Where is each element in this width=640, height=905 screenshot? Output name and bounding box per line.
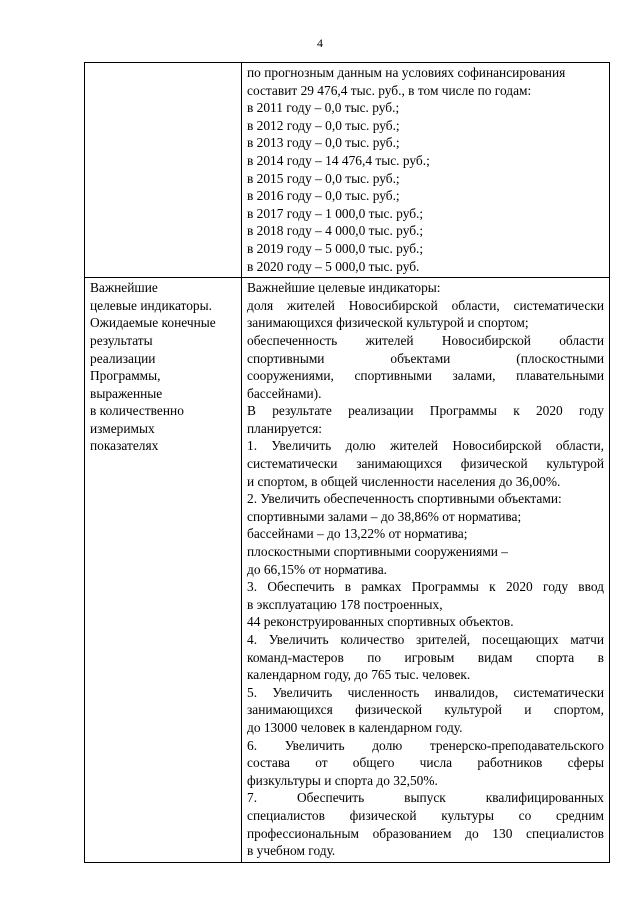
indicators-text-line: физкультуры и спорта до 32,50%. — [247, 772, 438, 788]
indicators-text-line: 3. Обеспечить в рамках Программы к 2020 году ввод — [247, 579, 604, 595]
indicators-text-line: бассейнами – до 13,22% от норматива; — [247, 526, 468, 542]
indicators-label-line: Программы, — [90, 368, 161, 384]
funding-text-line: в 2014 году – 14 476,4 тыс. руб.; — [247, 152, 430, 168]
indicators-text-line: состава от общего числа работников сферы — [247, 755, 604, 771]
page-number: 4 — [317, 36, 323, 50]
indicators-text-line: профессиональным образованием до 130 специалистов — [247, 825, 604, 841]
indicators-text-line: до 13000 человек в календарном году. — [247, 719, 463, 735]
indicators-label-line: реализации — [90, 350, 156, 366]
funding-text-line: в 2015 году – 0,0 тыс. руб.; — [247, 170, 400, 186]
indicators-text-line: специалистов физической культуры со средним — [247, 807, 604, 823]
indicators-text-line: доля жителей Новосибирской области, систематически — [247, 297, 604, 313]
funding-text-line: по прогнозным данным на условиях софинансирования — [247, 65, 566, 80]
indicators-text-line: 6. Увеличить долю тренерско-преподавательского — [247, 737, 604, 753]
indicators-label-line: выраженные — [90, 385, 163, 401]
indicators-text-line: Важнейшие целевые индикаторы: — [247, 280, 441, 296]
funding-text-line: в 2011 году – 0,0 тыс. руб.; — [247, 100, 400, 116]
indicators-label-cell — [85, 278, 242, 863]
indicators-text-line: плоскостными спортивными сооружениями – — [247, 544, 508, 560]
indicators-text-line: 2. Увеличить обеспеченность спортивными объектами: — [247, 491, 562, 507]
indicators-label-line: Важнейшие — [90, 280, 158, 296]
funding-row-label-cell — [85, 63, 242, 278]
indicators-text-line: в учебном году. — [247, 843, 336, 859]
funding-row-text-cell — [242, 63, 610, 278]
indicators-text-line: команд-мастеров по игровым видам спорта в — [247, 649, 604, 665]
indicators-text-line: обеспеченность жителей Новосибирской области — [247, 332, 604, 348]
funding-text-line: в 2020 году – 5 000,0 тыс. руб. — [247, 258, 420, 274]
indicators-row — [85, 278, 610, 863]
funding-text-line: в 2016 году – 0,0 тыс. руб.; — [247, 188, 400, 204]
indicators-text-line: 44 реконструированных спортивных объектов. — [247, 614, 514, 630]
indicators-text-line: планируется: — [247, 420, 322, 436]
funding-text-line: в 2013 году – 0,0 тыс. руб.; — [247, 135, 400, 151]
funding-row — [85, 63, 610, 278]
indicators-text-line: спортивными залами – до 38,86% от норматива; — [247, 508, 522, 524]
indicators-text-line: 7. Обеспечить выпуск квалифицированных — [247, 790, 604, 806]
indicators-label-line: показателях — [90, 438, 159, 454]
indicators-label-line: целевые индикаторы. — [90, 297, 212, 313]
program-passport-table — [84, 62, 610, 863]
indicators-label-line: результаты — [90, 332, 153, 348]
indicators-text-line: систематически занимающихся физической культурой — [247, 456, 604, 472]
indicators-text-line: спортивными объектами (плоскостными — [247, 350, 604, 366]
indicators-text-line: 5. Увеличить численность инвалидов, систематически — [247, 684, 604, 700]
indicators-label-line: измеримых — [90, 420, 155, 436]
funding-text-line: в 2017 году – 1 000,0 тыс. руб.; — [247, 205, 424, 221]
indicators-label-line: в количественно — [90, 403, 184, 419]
indicators-text-line: 4. Увеличить количество зрителей, посещающих матчи — [247, 632, 604, 647]
indicators-text-line: 1. Увеличить долю жителей Новосибирской области, — [247, 438, 604, 454]
funding-text-line: в 2018 году – 4 000,0 тыс. руб.; — [247, 223, 424, 239]
funding-text-line: в 2019 году – 5 000,0 тыс. руб.; — [247, 240, 424, 256]
indicators-text-line: занимающихся физической культурой и спортом, — [247, 702, 604, 718]
indicators-text-line: В результате реализации Программы к 2020 году — [247, 403, 604, 419]
indicators-text-line: в эксплуатацию 178 построенных, — [247, 596, 443, 612]
indicators-text-line: бассейнами). — [247, 385, 322, 401]
indicators-text-line: календарном году, до 765 тыс. человек. — [247, 667, 471, 683]
indicators-text-line: и спортом, в общей численности населения до 36,00%. — [247, 473, 561, 489]
indicators-text-line: занимающихся физической культурой и спортом; — [247, 315, 529, 331]
funding-text-line: составит 29 476,4 тыс. руб., в том числе по годам: — [247, 82, 532, 98]
indicators-text-line: до 66,15% от норматива. — [247, 561, 387, 577]
funding-text-line: в 2012 году – 0,0 тыс. руб.; — [247, 117, 400, 133]
indicators-text-cell — [242, 278, 610, 863]
indicators-label-line: Ожидаемые конечные — [90, 315, 216, 331]
indicators-text-line: сооружениями, спортивными залами, плавательными — [247, 368, 604, 384]
